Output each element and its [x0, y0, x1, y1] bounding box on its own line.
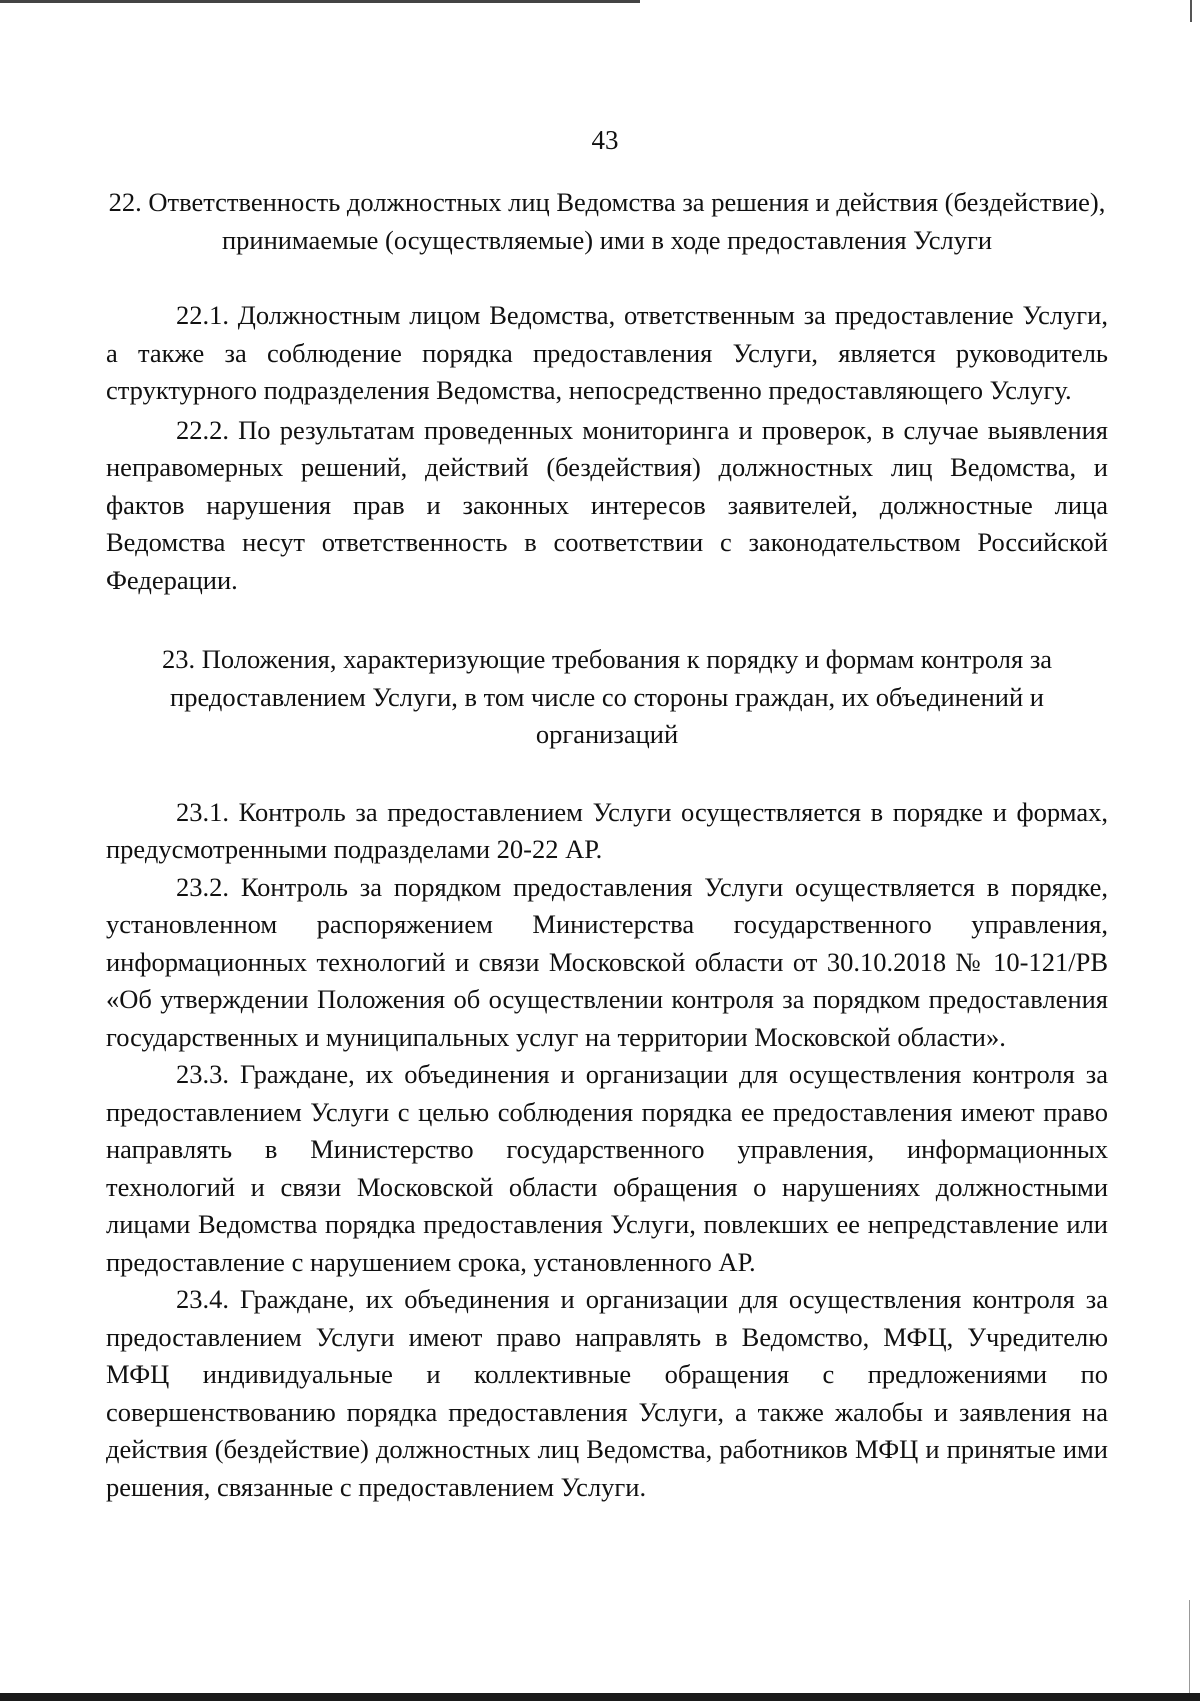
- scan-edge-top: [0, 0, 640, 3]
- page-number: 43: [591, 125, 619, 155]
- section-23-heading: 23. Положения, характеризующие требования к порядку и формам контроля за предоставлением Услуги, в том числе со стороны граждан, их объединений и организаций: [161, 644, 1053, 749]
- document-body: [106, 184, 1108, 1506]
- scan-edge-bottom: [0, 1693, 1200, 1701]
- paragraph-23-2: 23.2. Контроль за порядком предоставления Услуги осуществляется в порядке, установленном распоряжением Министерства государственного управления, информационных технологий и связи Московской области от 30.10.2018 № 10-121/РВ «Об утверждении Положения об осуществлении контроля за порядком предоставления государственных и муниципальных услуг на территории Московской области».: [106, 871, 1108, 1052]
- paragraph-23-3: 23.3. Граждане, их объединения и организации для осуществления контроля за предоставлением Услуги с целью соблюдения порядка ее предоставления имеют право направлять в Министерство государственного управления, информационных технологий и связи Московской области обращения о нарушениях должностными лицами Ведомства порядка предоставления Услуги, повлекших ее непредставление или предоставление с нарушением срока, установленного АР.: [106, 1059, 1108, 1277]
- section-22-heading: 22. Ответственность должностных лиц Ведомства за решения и действия (бездействие), принимаемые (осуществляемые) ими в ходе предоставления Услуги: [108, 187, 1106, 255]
- paragraph-23-1: 23.1. Контроль за предоставлением Услуги осуществляется в порядке и формах, предусмотренными подразделами 20-22 АР.: [106, 796, 1108, 864]
- scan-edge-right: [1190, 0, 1192, 22]
- scan-edge-right-lower: [1189, 1600, 1190, 1701]
- paragraph-22-1: 22.1. Должностным лицом Ведомства, ответственным за предоставление Услуги, а также за соблюдение порядка предоставления Услуги, является руководитель структурного подразделения Ведомства, непосредственно предоставляющего Услугу.: [106, 300, 1108, 405]
- paragraph-22-2: 22.2. По результатам проведенных мониторинга и проверок, в случае выявления неправомерных решений, действий (бездействия) должностных лиц Ведомства, и фактов нарушения прав и законных интересов заявителей, должностные лица Ведомства несут ответственность в соответствии с законодательством Российской Федерации.: [106, 414, 1108, 595]
- paragraph-23-4: 23.4. Граждане, их объединения и организации для осуществления контроля за предоставлением Услуги имеют право направлять в Ведомство, МФЦ, Учредителю МФЦ индивидуальные и коллективные обращения с предложениями по совершенствованию порядка предоставления Услуги, а также жалобы и заявления на действия (бездействие) должностных лиц Ведомства, работников МФЦ и принятые ими решения, связанные с предоставлением Услуги.: [106, 1284, 1108, 1502]
